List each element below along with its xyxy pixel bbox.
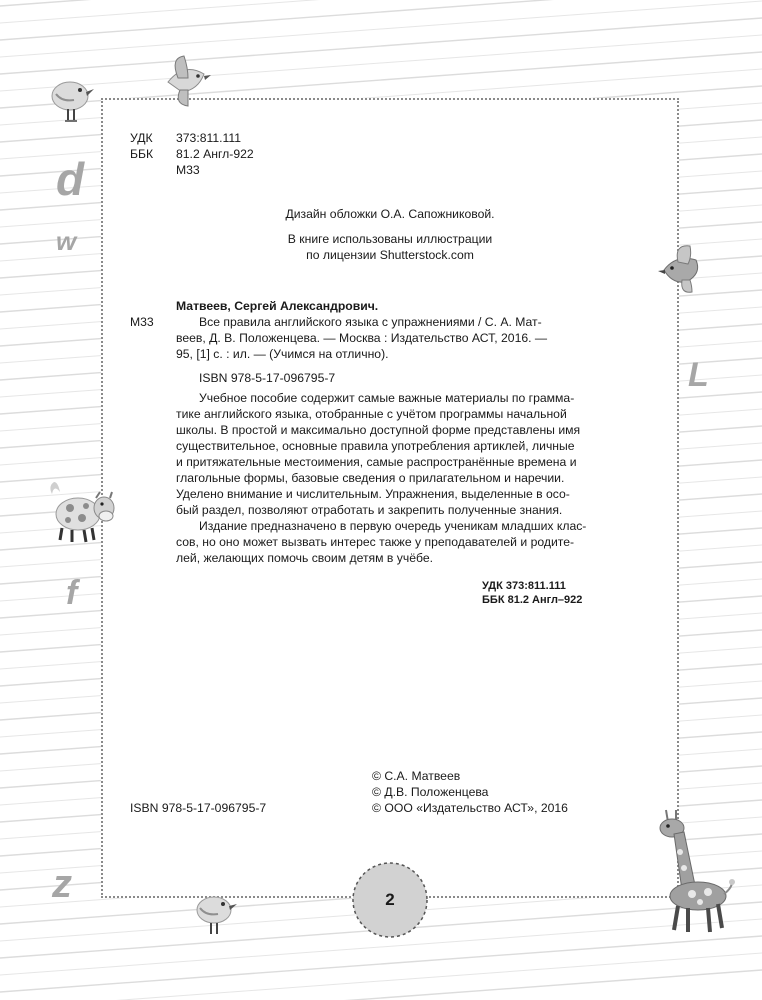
bbk-label: ББК <box>130 147 154 161</box>
annotation-line: Учебное пособие содержит самые важные материалы по грамма- <box>199 391 575 405</box>
record-isbn: ISBN 978-5-17-096795-7 <box>199 371 336 385</box>
deco-letter-f: f <box>66 574 78 612</box>
record-title-line2: веев, Д. В. Положенцева. — Москва : Издательство АСТ, 2016. — <box>176 331 548 345</box>
bbk-right: ББК 81.2 Англ–922 <box>482 594 583 606</box>
deco-letter-w: w <box>56 226 77 256</box>
annotation-line: Уделено внимание и числительным. Упражнения, выделенные в осо- <box>176 487 570 501</box>
bird-bottom-icon <box>192 888 242 940</box>
record-title-line1: Все правила английского языка с упражнениями / С. А. Мат- <box>199 315 542 329</box>
udk-value: 373:811.111 <box>176 131 242 145</box>
author-mark-top: М33 <box>176 163 200 177</box>
footer-isbn: ISBN 978-5-17-096795-7 <box>130 801 267 815</box>
bird-flying-top-icon <box>158 52 214 110</box>
cow-icon <box>46 478 118 548</box>
copyright-author1: © С.А. Матвеев <box>372 769 461 783</box>
illustrations-credit-line2: по лицензии Shutterstock.com <box>306 248 474 262</box>
record-mark: М33 <box>130 315 154 329</box>
giraffe-icon <box>652 802 736 938</box>
page-number-badge <box>350 860 430 940</box>
cover-design-credit: Дизайн обложки О.А. Сапожниковой. <box>285 207 495 221</box>
annotation-line: бый раздел, позволяют отработать и закрепить полученные знания. <box>176 503 563 517</box>
annotation-line: сов, но оно может вызвать интерес также у преподавателей и родите- <box>176 535 575 549</box>
udk-right: УДК 373:811.111 <box>482 580 566 592</box>
deco-letter-l: L <box>688 356 709 394</box>
annotation-line: и притяжательные местоимения, самые распространённые времена и <box>176 455 577 469</box>
annotation-line: тике английского языка, отобранные с учётом программы начальной <box>176 407 567 421</box>
udk-label: УДК <box>130 131 153 145</box>
record-title-line3: 95, [1] с. : ил. — (Учимся на отлично). <box>176 347 389 361</box>
illustrations-credit-line1: В книге использованы иллюстрации <box>287 232 493 246</box>
bbk-value: 81.2 Англ-922 <box>176 147 254 161</box>
record-author: Матвеев, Сергей Александрович. <box>176 299 379 313</box>
copyright-publisher: © ООО «Издательство АСТ», 2016 <box>372 801 568 815</box>
bird-top-left-icon <box>48 72 98 126</box>
annotation-line: школы. В простой и максимально доступной форме представлены имя <box>176 423 581 437</box>
deco-letter-z: z <box>52 862 72 906</box>
annotation-line: Издание предназначено в первую очередь ученикам младших клас- <box>199 519 587 533</box>
deco-letter-d: d <box>56 153 85 205</box>
copyright-author2: © Д.В. Положенцева <box>372 785 489 799</box>
annotation-line: существительное, основные правила употребления артиклей, личные <box>176 439 575 453</box>
bird-right-icon <box>656 240 712 298</box>
page-number: 2 <box>385 890 395 909</box>
annotation-line: глагольные формы, базовые сведения о прилагательном и наречии. <box>176 471 565 485</box>
annotation-line: лей, желающих помочь своим детям в учёбе. <box>176 551 433 565</box>
